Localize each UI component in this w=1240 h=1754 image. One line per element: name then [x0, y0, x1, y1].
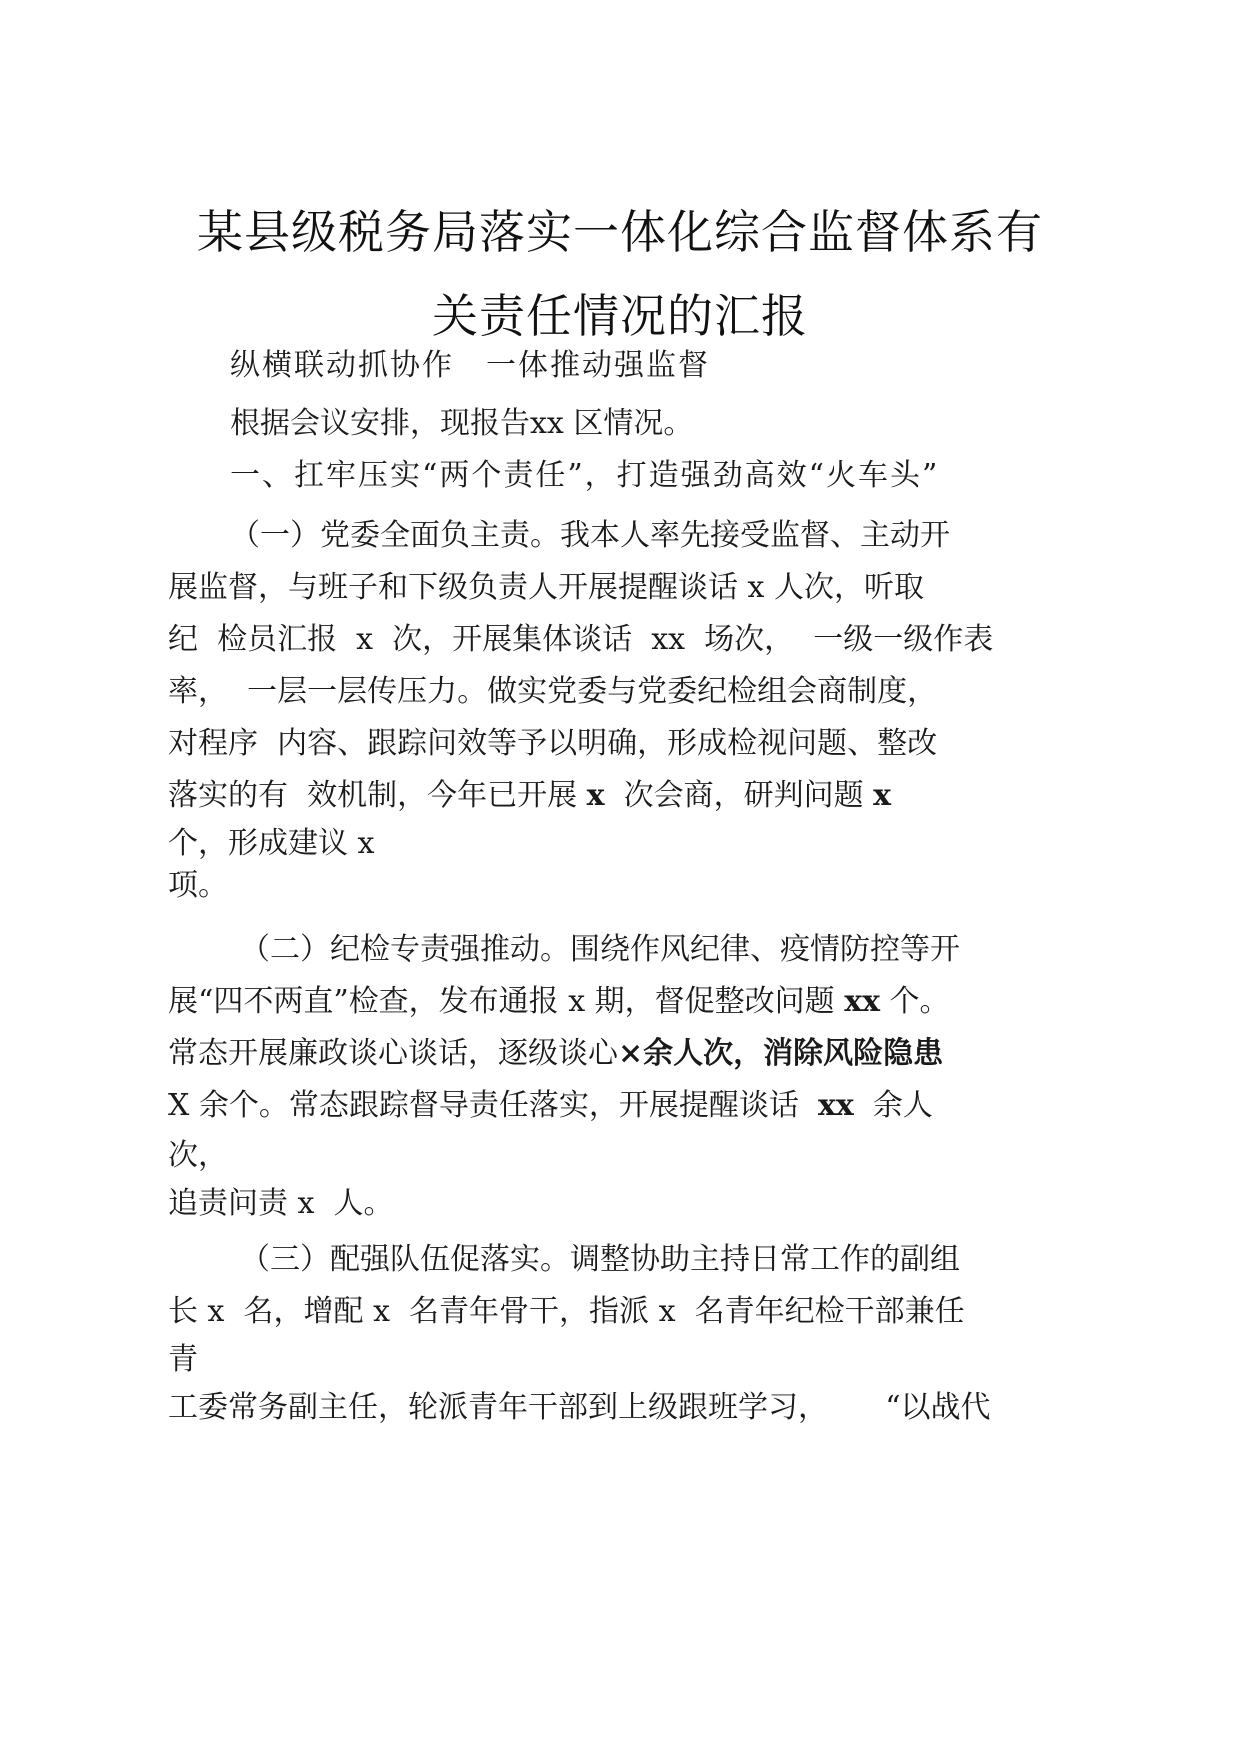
title-line-2: 关责任情况的汇报 — [432, 289, 808, 343]
subtitle: 纵横联动抓协作 一体推动强监督 — [230, 348, 710, 383]
p1-line-6-count-b: x — [873, 778, 891, 813]
p2-line-2-text-a: 展“四不两直”检查，发布通报 x 期，督促整改问题 — [168, 984, 845, 1019]
p3-line-1: （三）配强队伍促落实。调整协助主持日常工作的副组 — [240, 1242, 960, 1277]
p3-line-3: 青 — [168, 1342, 198, 1377]
p2-line-4 — [168, 1080, 933, 1124]
section-1-heading: 一、扛牢压实“两个责任”，打造强劲高效“火车头” — [230, 458, 940, 493]
intro-paragraph: 根据会议安排，现报告xx 区情况。 — [230, 406, 694, 441]
p1-line-3: 纪 检员汇报 x 次，开展集体谈话 xx 场次， 一级一级作表 — [168, 622, 994, 657]
p2-line-4-text-a: 余个。常态跟踪督导责任落实，开展提醒谈话 — [189, 1088, 818, 1123]
p2-line-4-text-b: 余人 — [853, 1088, 933, 1123]
p2-line-2-text-b: 个。 — [879, 984, 950, 1019]
p1-line-6-text-b: 次会商，研判问题 — [604, 778, 874, 813]
p1-line-6-text-a: 落实的有 效机制，今年已开展 — [168, 778, 587, 813]
p2-line-3 — [168, 1028, 943, 1072]
p2-line-3-bold: ×余人次，消除风险隐患 — [618, 1036, 944, 1071]
p1-line-6-count-a: x — [586, 778, 605, 813]
p1-line-7: 个，形成建议 x — [168, 826, 375, 861]
p2-line-4-count: xx — [817, 1088, 854, 1123]
p2-line-2 — [168, 976, 950, 1020]
p1-line-2: 展监督，与班子和下级负责人开展提醒谈话 x 人次，听取 — [168, 570, 924, 605]
p2-line-4-x: X — [168, 1088, 190, 1123]
p2-line-2-count: xx — [844, 984, 880, 1019]
p1-line-5: 对程序 内容、跟踪问效等予以明确，形成检视问题、整改 — [168, 726, 938, 761]
p3-line-2: 长 x 名，增配 x 名青年骨干，指派 x 名青年纪检干部兼任 — [168, 1294, 965, 1329]
p2-line-1: （二）纪检专责强推动。围绕作风纪律、疫情防控等开 — [240, 932, 960, 967]
p2-line-3-text-a: 常态开展廉政谈心谈话，逐级谈心 — [168, 1036, 618, 1071]
p2-line-5: 次， — [168, 1138, 228, 1173]
title-line-1: 某县级税务局落实一体化综合监督体系有 — [197, 205, 1043, 259]
p2-line-6: 追责问责 x 人。 — [168, 1186, 394, 1221]
p1-line-8: 项。 — [168, 868, 228, 903]
p1-line-4: 率， 一层一层传压力。做实党委与党委纪检组会商制度， — [168, 674, 938, 709]
p1-line-6 — [168, 770, 891, 814]
p1-line-1: （一）党委全面负主责。我本人率先接受监督、主动开 — [230, 518, 950, 553]
p3-line-4: 工委常务副主任，轮派青年干部到上级跟班学习， “以战代 — [168, 1390, 991, 1425]
